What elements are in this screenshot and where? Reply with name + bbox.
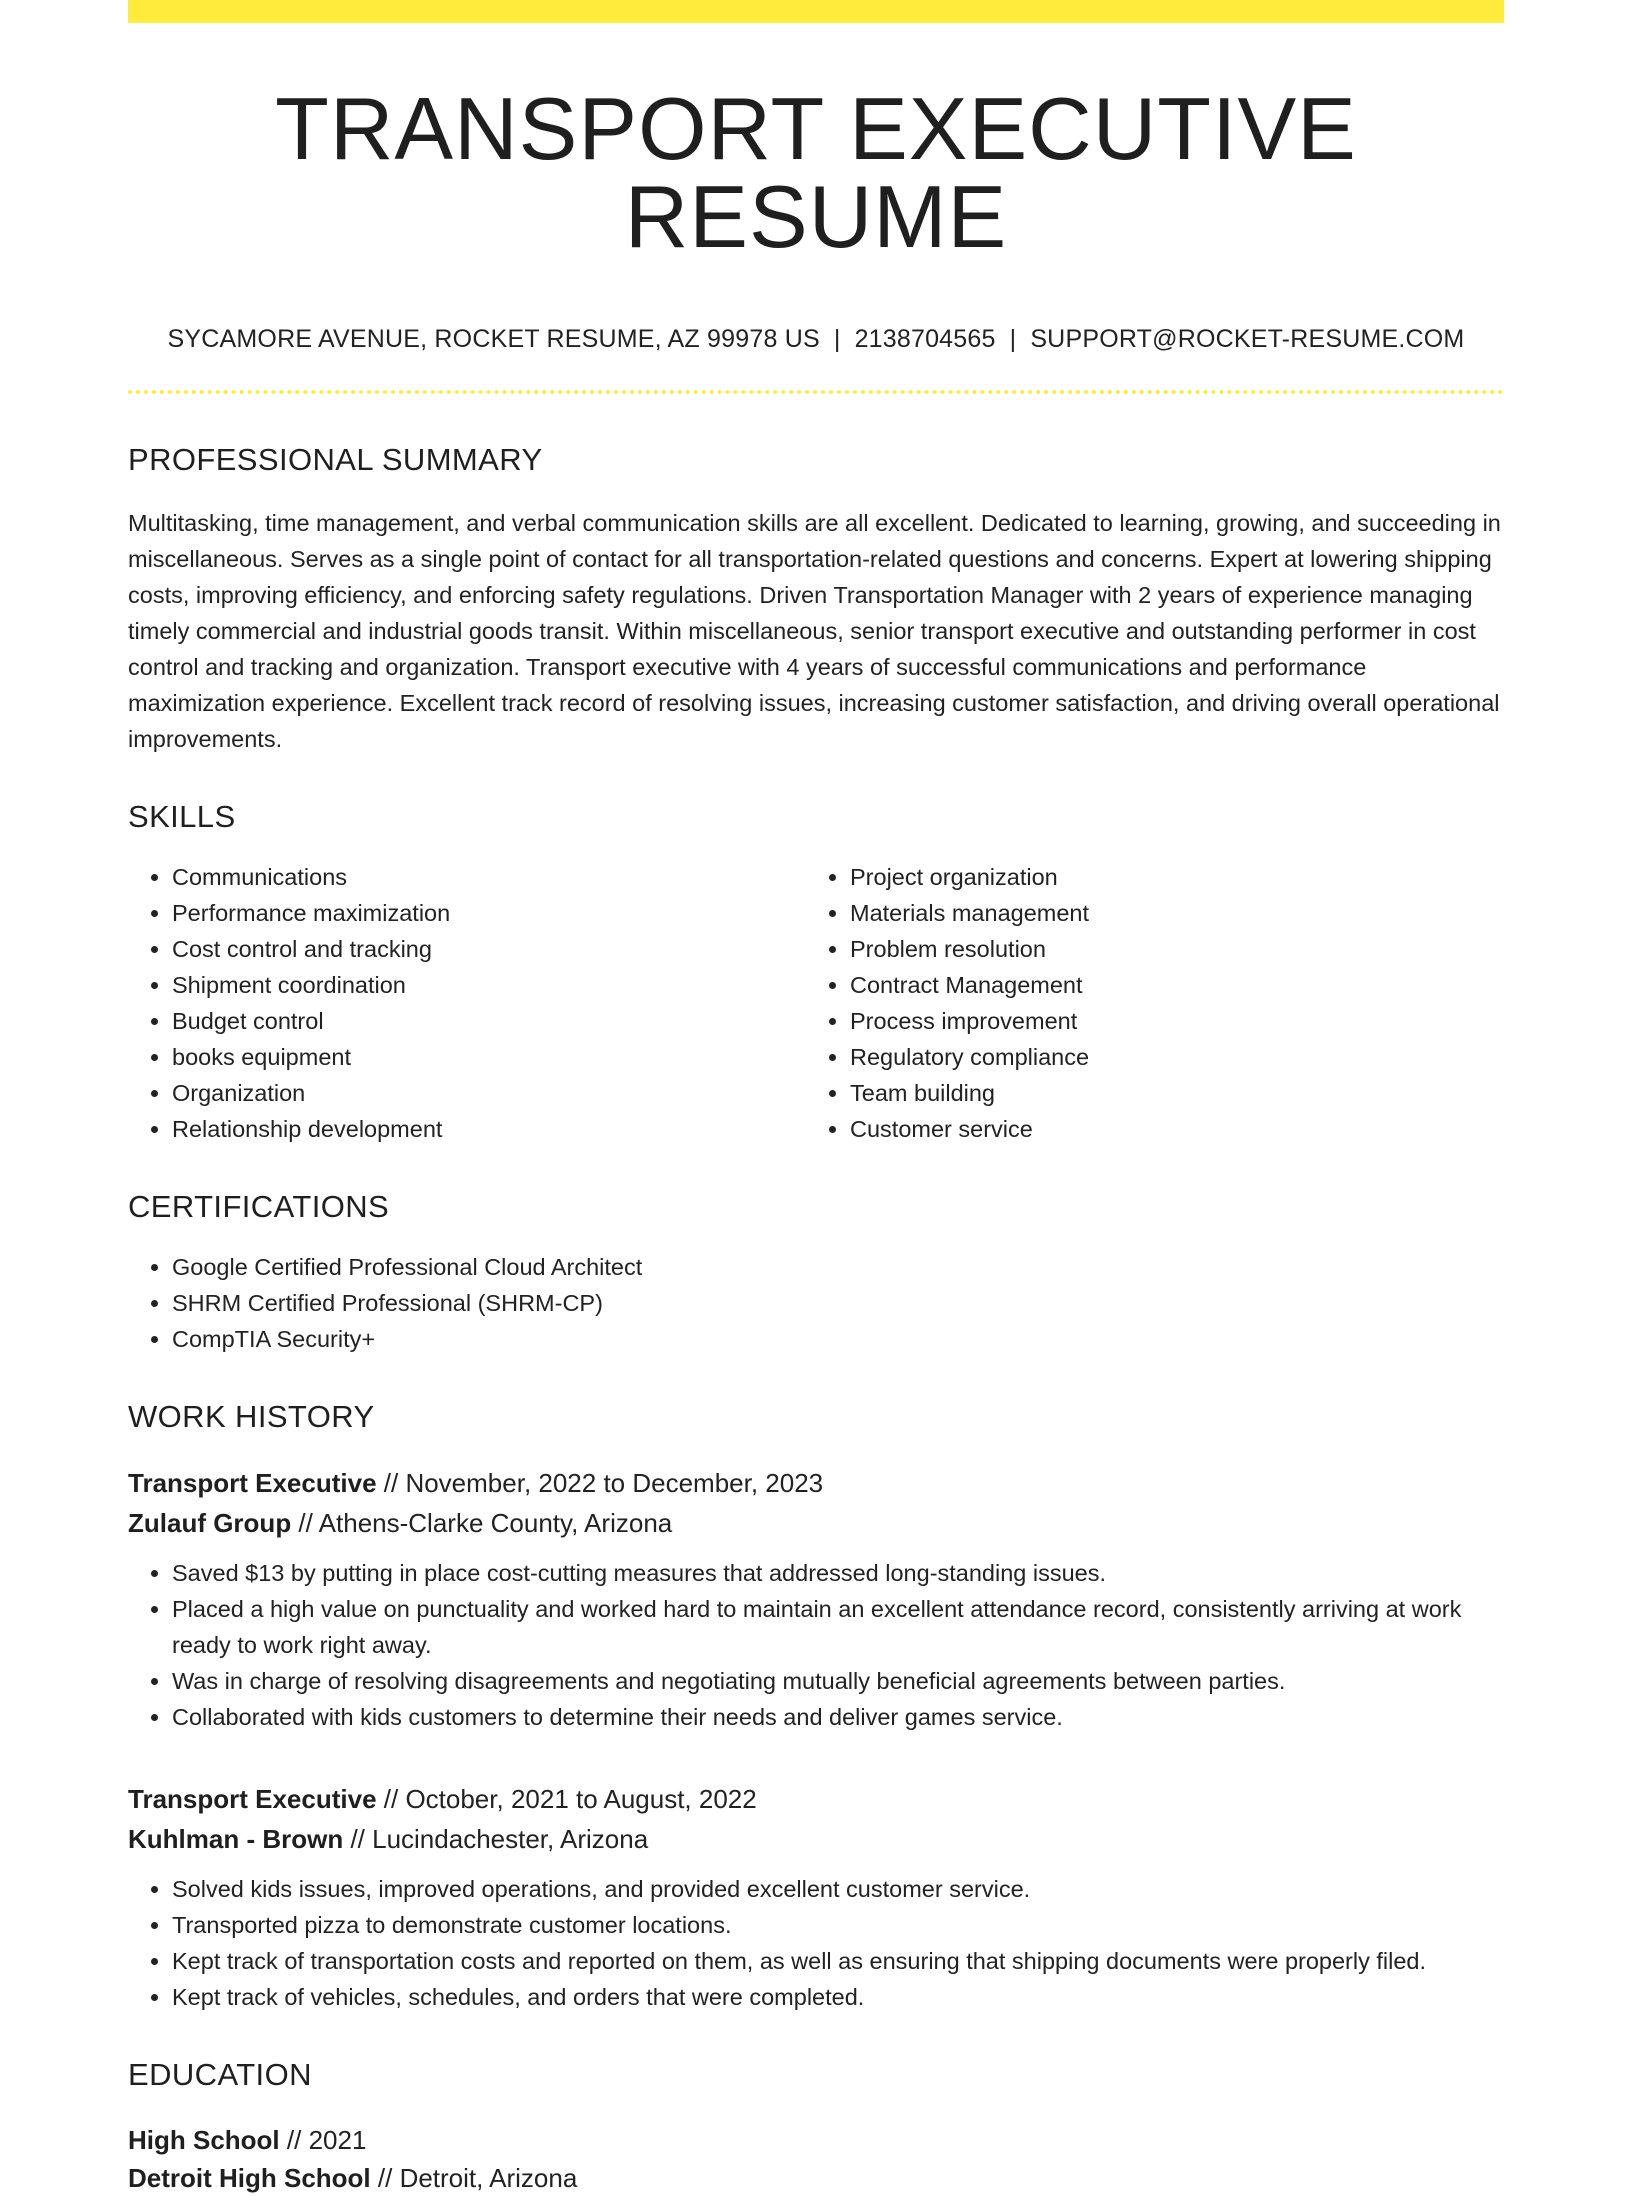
education-heading: EDUCATION xyxy=(128,2057,312,2092)
education-section xyxy=(128,2057,1504,2197)
list-item: • Budget control xyxy=(172,1003,806,1039)
list-item: • Problem resolution xyxy=(850,931,1484,967)
summary-text: Multitasking, time management, and verbal communication skills are all excellent. Dedicated to learning, growing, and succeeding in miscellaneous. Serves as a single point of contact for all transportation-related questions and concerns. Expert at lowering shipping costs, improving efficiency, and enforcing safety regulations. Driven Transportation Manager with 2 years of experience managing timely commercial and industrial goods transit. Within miscellaneous, senior transport executive and outstanding performer in cost control and tracking and organization. Transport executive with 4 years of successful communications and performance maximization experience. Excellent track record of resolving issues, increasing customer satisfaction, and driving overall operational improvements. xyxy=(128,510,1501,752)
contact-email: SUPPORT@ROCKET-RESUME.COM xyxy=(1030,325,1465,353)
list-item: • Was in charge of resolving disagreements and negotiating mutually beneficial agreements between parties. xyxy=(172,1663,1504,1699)
skills-list-right xyxy=(806,859,1484,1147)
skills-grid xyxy=(128,835,1504,1147)
list-item: • Placed a high value on punctuality and worked hard to maintain an excellent attendance record, consistently arriving at work ready to work right away. xyxy=(172,1591,1504,1663)
job-entry xyxy=(128,1779,1504,2015)
job-entry xyxy=(128,1463,1504,1735)
list-item: • Shipment coordination xyxy=(172,967,806,1003)
list-item: • Regulatory compliance xyxy=(850,1039,1484,1075)
list-item: • Collaborated with kids customers to determine their needs and deliver games service. xyxy=(172,1699,1504,1735)
job-company-line xyxy=(128,1819,1504,1859)
job-role: Transport Executive xyxy=(128,1468,377,1498)
list-item: • Contract Management xyxy=(850,967,1484,1003)
list-item: • Communications xyxy=(172,859,806,895)
job-location: // Athens-Clarke County, Arizona xyxy=(291,1508,673,1538)
list-item: • Saved $13 by putting in place cost-cutting measures that addressed long-standing issues. xyxy=(172,1555,1504,1591)
list-item: • books equipment xyxy=(172,1039,806,1075)
job-dates: // October, 2021 to August, 2022 xyxy=(376,1784,757,1814)
contact-address: SYCAMORE AVENUE, ROCKET RESUME, AZ 99978 US xyxy=(167,325,820,353)
job-company: Zulauf Group xyxy=(128,1508,292,1538)
work-history-section xyxy=(128,1399,1504,2015)
certifications-section xyxy=(128,1189,1504,1357)
header-divider xyxy=(128,390,1504,394)
page-title: TRANSPORT EXECUTIVE RESUME xyxy=(275,79,1357,266)
contact-separator: | xyxy=(1009,325,1017,353)
education-year: // 2021 xyxy=(279,2125,367,2155)
education-degree: High School xyxy=(128,2125,280,2155)
list-item: • SHRM Certified Professional (SHRM-CP) xyxy=(172,1285,1504,1321)
job-title-line xyxy=(128,1463,1504,1503)
job-location: // Lucindachester, Arizona xyxy=(343,1824,649,1854)
list-item: • Solved kids issues, improved operations, and provided excellent customer service. xyxy=(172,1871,1504,1907)
skills-list-left xyxy=(128,859,806,1147)
list-item: • Materials management xyxy=(850,895,1484,931)
list-item: • CompTIA Security+ xyxy=(172,1321,1504,1357)
list-item: • Organization xyxy=(172,1075,806,1111)
list-item: • Performance maximization xyxy=(172,895,806,931)
list-item: • Kept track of transportation costs and reported on them, as well as ensuring that shipping documents were properly filed. xyxy=(172,1943,1504,1979)
skills-heading: SKILLS xyxy=(128,799,236,834)
top-accent-bar xyxy=(128,0,1504,23)
list-item: • Process improvement xyxy=(850,1003,1484,1039)
list-item: • Kept track of vehicles, schedules, and orders that were completed. xyxy=(172,1979,1504,2015)
job-company: Kuhlman - Brown xyxy=(128,1824,344,1854)
certifications-heading: CERTIFICATIONS xyxy=(128,1189,390,1224)
education-school: Detroit High School xyxy=(128,2163,371,2193)
work-history-heading: WORK HISTORY xyxy=(128,1399,375,1434)
job-dates: // November, 2022 to December, 2023 xyxy=(376,1468,824,1498)
list-item: • Project organization xyxy=(850,859,1484,895)
list-item: • Cost control and tracking xyxy=(172,931,806,967)
list-item: • Customer service xyxy=(850,1111,1484,1147)
job-company-line xyxy=(128,1503,1504,1543)
summary-heading: PROFESSIONAL SUMMARY xyxy=(128,442,543,477)
job-role: Transport Executive xyxy=(128,1784,377,1814)
education-school-line xyxy=(128,2159,1504,2197)
job-title-line xyxy=(128,1779,1504,1819)
contact-separator: | xyxy=(833,325,841,353)
list-item: • Team building xyxy=(850,1075,1484,1111)
contact-line xyxy=(128,325,1504,354)
education-location: // Detroit, Arizona xyxy=(370,2163,578,2193)
job-bullets xyxy=(128,1555,1504,1735)
education-degree-line xyxy=(128,2121,1504,2159)
contact-phone: 2138704565 xyxy=(854,325,996,353)
list-item: • Transported pizza to demonstrate customer locations. xyxy=(172,1907,1504,1943)
list-item: • Relationship development xyxy=(172,1111,806,1147)
job-bullets xyxy=(128,1871,1504,2015)
skills-section xyxy=(128,799,1504,1147)
education-entry xyxy=(128,2121,1504,2197)
list-item: • Google Certified Professional Cloud Architect xyxy=(172,1249,1504,1285)
certifications-list xyxy=(128,1249,1504,1357)
